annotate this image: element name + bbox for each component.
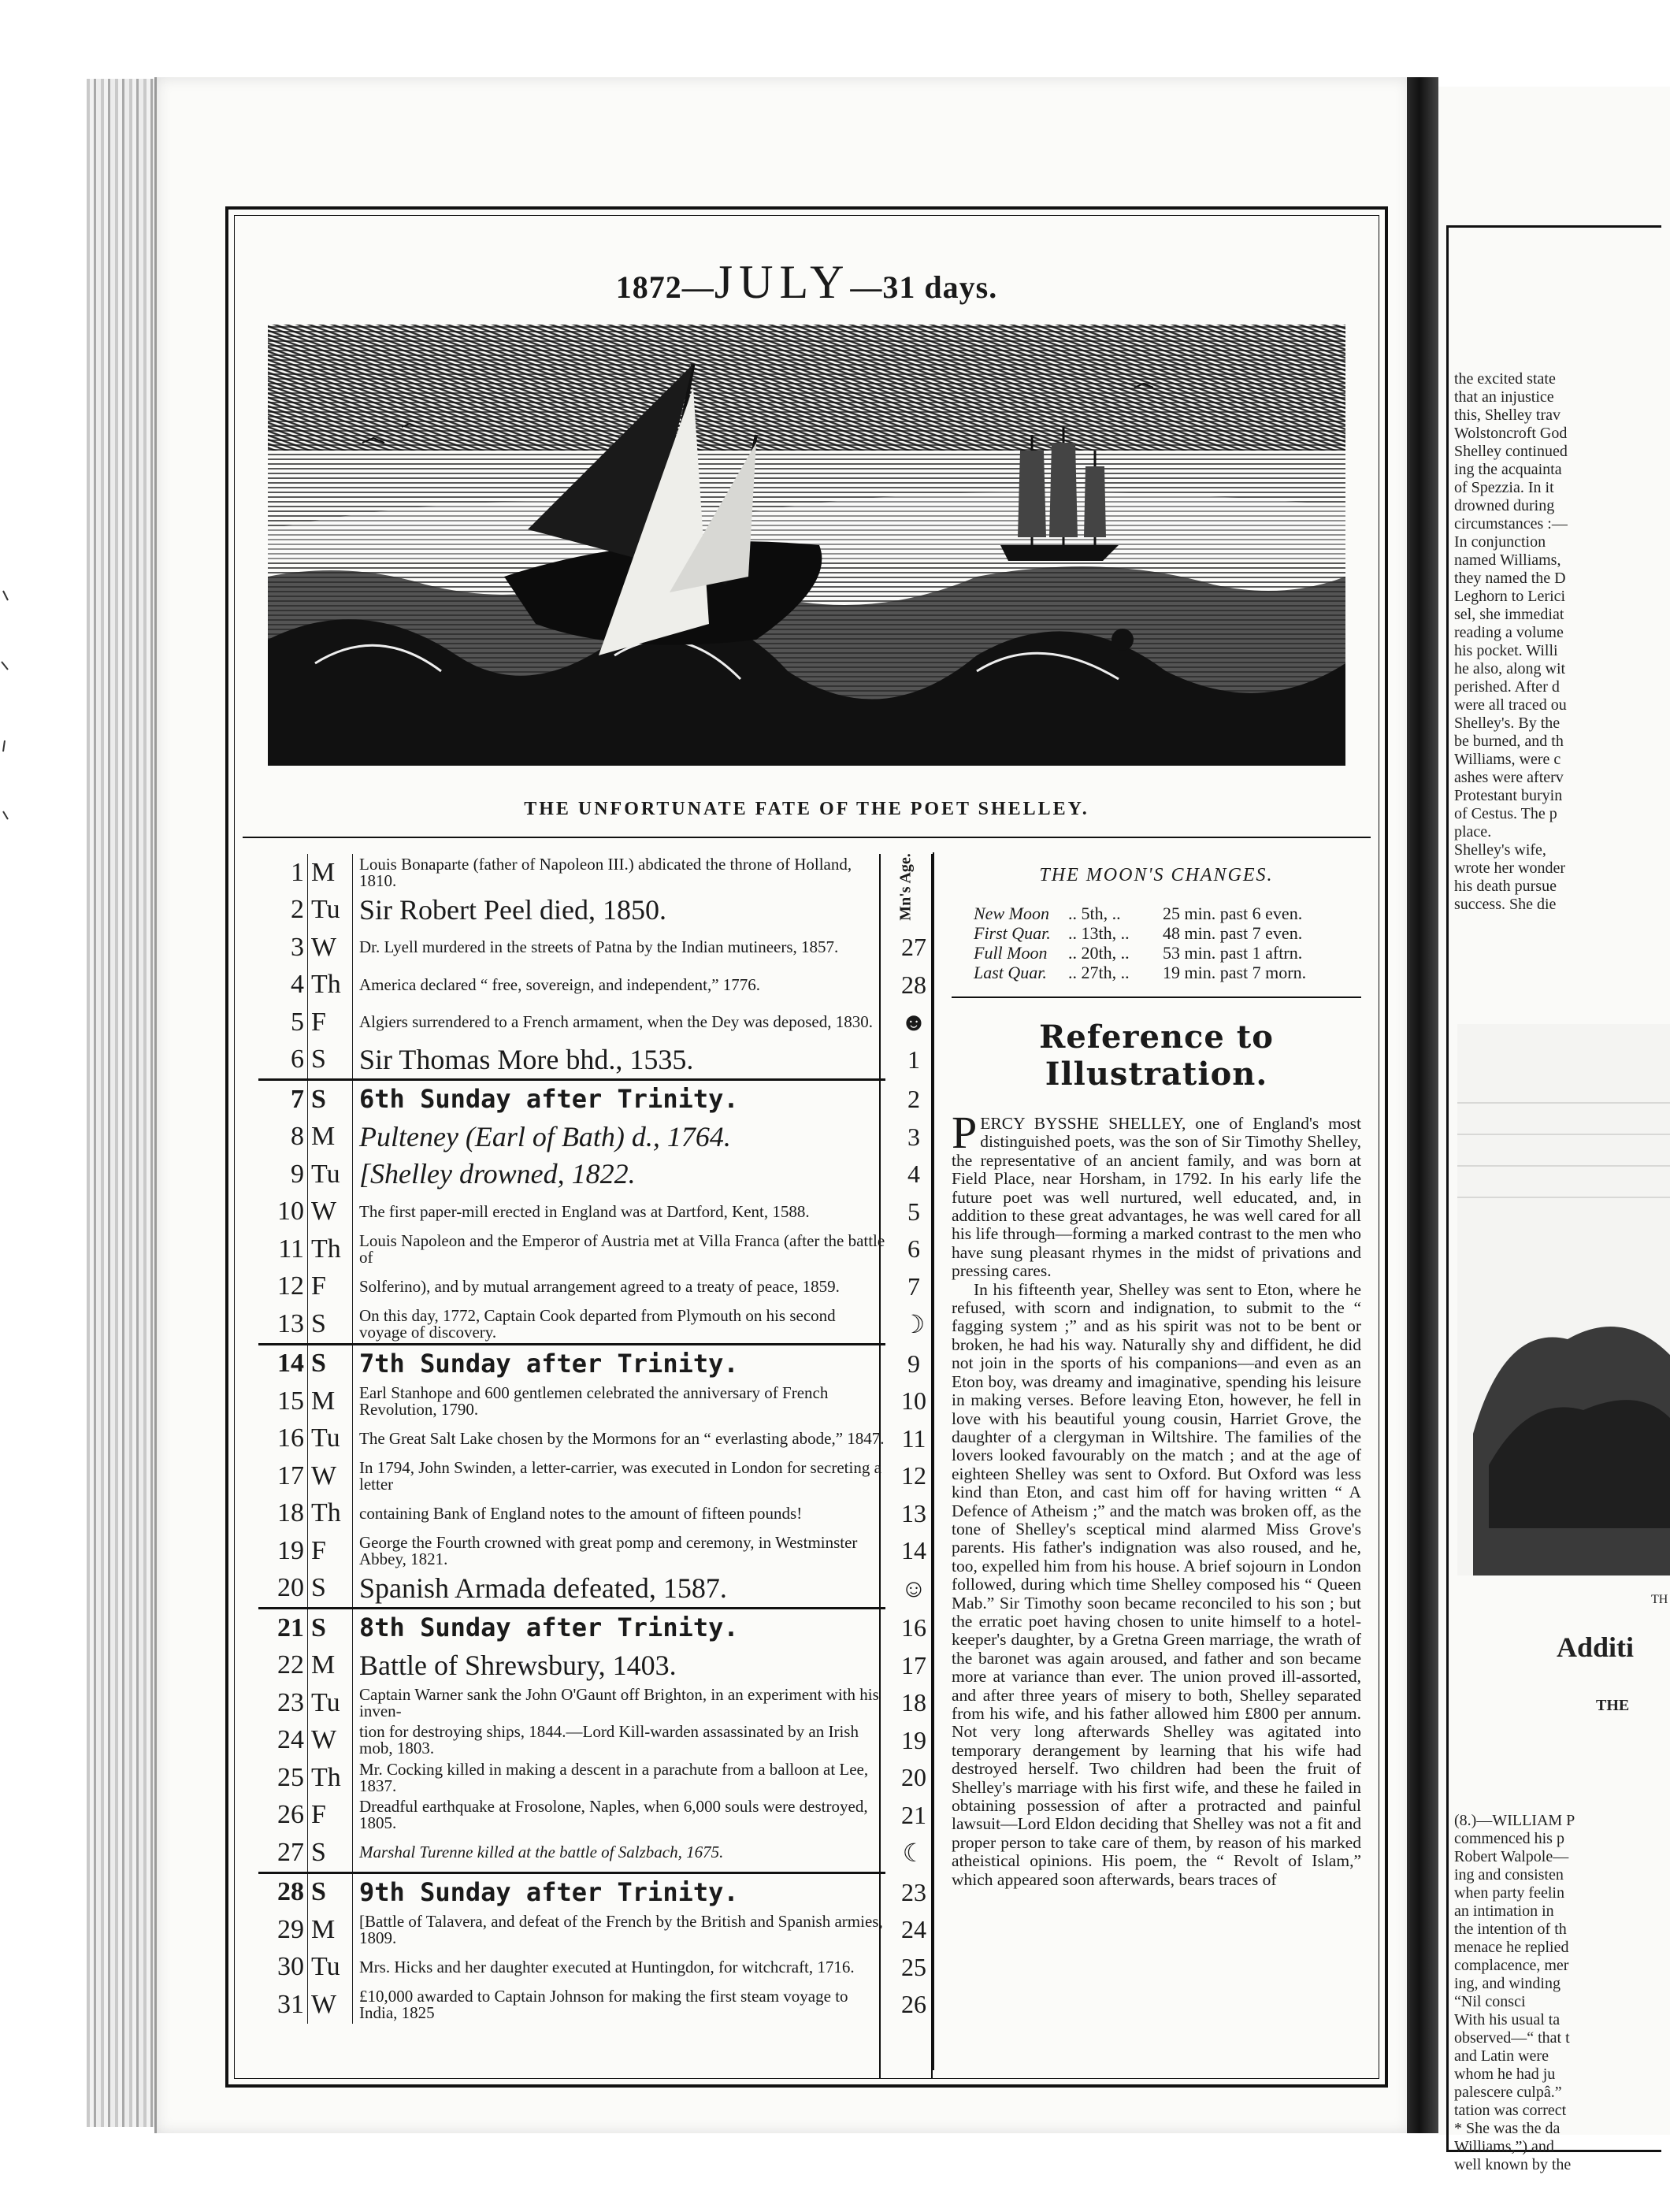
moon-phase-date: .. 27th, .. [1068,963,1130,982]
day-of-week: W [307,1986,352,2024]
day-of-week: S [307,1305,352,1343]
day-of-week: Th [307,967,352,1004]
day-number: 24 [277,1725,304,1755]
moon-age: 3 [907,1122,920,1151]
day-of-week: S [307,1345,352,1383]
day-of-week: S [307,1874,352,1912]
day-number: 19 [277,1535,304,1565]
day-event: Solferino), and by mutual arrangement agreed to a treaty of peace, 1859. [352,1268,885,1306]
day-of-week: M [307,1911,352,1949]
moon-age: 2 [907,1085,920,1114]
paragraph-1-text: ERCY BYSSHE SHELLEY, one of England's most distinguished poets, was the son of Sir Timothy Shelley, the representative of an ancient family, and was born at Field Place, near Horsham, in 1792. In his early life the future poet was well nurtured, well educated, and, in addition to these great advantages, he was well cared for all his life through—forming a marked contrast to the men who have sung pleasant rhymes in the midst of privations and pressing cares. [952,1114,1361,1281]
day-of-week: Tu [307,1156,352,1193]
day-event: 7th Sunday after Trinity. [352,1345,885,1383]
right-page-line: his pocket. Willi [1454,642,1558,659]
day-number: 23 [277,1687,304,1717]
calendar-row [258,1119,920,1156]
day-event: Sir Thomas More bhd., 1535. [352,1041,885,1079]
moon-changes-title: THE MOON'S CHANGES. [1039,865,1274,885]
day-of-week: W [307,1193,352,1231]
day-event: Spanish Armada defeated, 1587. [352,1570,885,1608]
day-number: 27 [277,1837,304,1867]
calendar-row [258,1382,926,1420]
right-page-line: tation was correct [1454,2102,1567,2119]
moon-age: ☺ [900,1573,927,1602]
reference-title: Reference to Illustration. [1039,1019,1274,1093]
moon-age: 19 [901,1725,926,1754]
day-of-week: S [307,1081,352,1119]
day-event: [Shelley drowned, 1822. [352,1156,885,1193]
moon-age: 13 [901,1498,926,1527]
day-of-week: S [307,1041,352,1079]
moon-phase-date: .. 5th, .. [1068,904,1121,923]
right-page-line: circumstances :— [1454,515,1568,533]
calendar-row [258,1647,926,1685]
day-event: Earl Stanhope and 600 gentlemen celebrated the anniversary of French Revolution, 1790. [352,1382,885,1420]
right-page-line: observed—“ that t [1454,2029,1570,2047]
moon-age-header [879,854,933,920]
right-page-line: * She was the da [1454,2120,1561,2137]
moon-age: 27 [901,933,926,962]
right-page-line: perished. After d [1454,678,1560,696]
right-page-line: sel, she immediat [1454,606,1564,623]
day-number: 18 [277,1498,304,1528]
moon-age: 7 [907,1271,920,1301]
day-event: On this day, 1772, Captain Cook departed from Plymouth on his second voyage of discovery. [352,1305,885,1343]
right-page-line: ashes were afterv [1454,769,1564,786]
day-event: Louis Napoleon and the Emperor of Austria met at Villa Franca (after the battle of [352,1230,885,1268]
day-number: 13 [277,1308,304,1338]
calendar-row [258,1986,926,2024]
right-page-line: success. She die [1454,896,1557,913]
day-number: 2 [291,895,304,925]
right-column [952,854,1361,1889]
moon-age: 12 [901,1461,926,1490]
calendar-row [258,1607,926,1647]
day-event: 6th Sunday after Trinity. [352,1081,885,1119]
day-number: 4 [291,970,304,1000]
right-page-line: Shelley's. By the [1454,714,1561,732]
moon-phase-time: 48 min. past 7 even. [1163,923,1303,943]
moon-phase-name: New Moon [974,904,1049,923]
day-number: 22 [277,1650,304,1680]
moon-phase-name: First Quar. [974,923,1051,943]
moon-phase-name: Full Moon [974,943,1048,963]
right-page-line: named Williams, [1454,551,1561,569]
day-event: Battle of Shrewsbury, 1403. [352,1647,885,1685]
day-number: 3 [291,932,304,962]
right-page-line: Williams,”) and [1454,2138,1554,2155]
calendar-row [258,854,885,892]
day-number: 21 [277,1613,304,1642]
day-number: 5 [291,1007,304,1037]
right-page-line: Robert Walpole— [1454,1848,1569,1865]
moon-phase-time: 19 min. past 7 morn. [1163,963,1307,982]
day-event: Marshal Turenne killed at the battle of Salzbach, 1675. [352,1834,885,1872]
moon-age: 25 [901,1952,926,1981]
moon-age: ☻ [900,1008,927,1037]
book-page-edges [87,79,158,2127]
right-page-tree-illustration [1457,1024,1670,1575]
moon-age: ☾ [902,1838,926,1867]
calendar-row [258,1041,920,1079]
right-page-line: well known by the [1454,2156,1572,2173]
left-margin-marks [0,551,16,1260]
right-page-line: Protestant buryin [1454,787,1563,804]
shipwreck-engraving [268,325,1345,766]
day-of-week: F [307,1004,352,1041]
day-event: 9th Sunday after Trinity. [352,1874,885,1912]
day-of-week: Th [307,1759,352,1797]
right-page-line: complacence, mer [1454,1957,1569,1974]
right-page-line: Wolstoncroft God [1454,425,1568,442]
right-page-line: the intention of th [1454,1921,1567,1938]
right-page [1438,87,1670,2173]
right-page-line: menace he replied [1454,1939,1569,1956]
moon-age: 21 [901,1800,926,1829]
calendar-row [258,1532,926,1570]
title-days: 31 days. [882,269,998,305]
day-event: Dreadful earthquake at Frosolone, Naples, when 6,000 souls were destroyed, 1805. [352,1797,885,1835]
moon-phases-table [974,904,1361,982]
day-of-week: M [307,1647,352,1685]
calendar-row [258,967,926,1004]
right-page-line: they named the D [1454,570,1566,587]
calendar-row [258,1834,926,1872]
day-number: 9 [291,1159,304,1189]
right-page-heading-fragment: Additi [1557,1631,1635,1663]
day-of-week: W [307,1457,352,1495]
right-page-subheading-fragment: THE [1596,1697,1630,1714]
day-event: 8th Sunday after Trinity. [352,1609,885,1647]
moon-phase-row [974,943,1361,963]
moon-age: 10 [901,1386,926,1416]
day-of-week: S [307,1609,352,1647]
day-of-week: Tu [307,892,352,930]
right-page-line: the excited state [1454,370,1556,388]
day-of-week: F [307,1797,352,1835]
day-number: 14 [277,1349,304,1379]
day-number: 29 [277,1914,304,1944]
title-year: 1872 [615,269,682,305]
day-event: Algiers surrendered to a French armament, when the Dey was deposed, 1830. [352,1004,885,1041]
right-page-caption-fragment: TH [1651,1593,1668,1606]
day-number: 31 [277,1989,304,2019]
right-page-line: drowned during [1454,497,1555,514]
day-number: 12 [277,1271,304,1301]
right-page-line: be burned, and th [1454,733,1564,750]
day-event: [Battle of Talavera, and defeat of the French by the British and Spanish armies, 1809. [352,1911,885,1949]
calendar-row [258,929,926,967]
moon-phase-date: .. 20th, .. [1068,943,1130,963]
calendar-row [258,1911,926,1949]
day-number: 10 [277,1197,304,1227]
day-number: 11 [278,1234,304,1264]
right-page-line: Leghorn to Lerici [1454,588,1566,605]
calendar-row [258,1004,927,1041]
calendar-row [258,1759,926,1797]
day-number: 20 [277,1573,304,1603]
day-of-week: W [307,1722,352,1760]
day-number: 8 [291,1122,304,1152]
day-event: In 1794, John Swinden, a letter-carrier, was executed in London for secreting a letter [352,1457,885,1495]
moon-age: 26 [901,1990,926,2019]
day-number: 26 [277,1800,304,1830]
day-of-week: Tu [307,1949,352,1987]
day-number: 17 [277,1460,304,1490]
right-page-line: Williams, were c [1454,751,1561,768]
day-of-week: F [307,1532,352,1570]
day-number: 1 [291,857,304,887]
day-event: Captain Warner sank the John O'Gaunt off Brighton, in an experiment with his inven- [352,1684,885,1722]
moon-age: 17 [901,1650,926,1679]
day-event: George the Fourth crowned with great pomp and ceremony, in Westminster Abbey, 1821. [352,1532,885,1570]
right-page-line: Shelley's wife, [1454,841,1546,859]
right-page-line: “Nil consci [1454,1993,1526,2010]
moon-age: 18 [901,1688,926,1717]
right-page-line: In conjunction [1454,533,1546,551]
day-number: 25 [277,1762,304,1792]
day-event: Dr. Lyell murdered in the streets of Patna by the Indian mutineers, 1857. [352,929,885,967]
right-page-line: ing, and winding [1454,1975,1561,1992]
day-of-week: M [307,1119,352,1156]
right-page-line: With his usual ta [1454,2011,1561,2028]
day-event: containing Bank of England notes to the amount of fifteen pounds! [352,1495,885,1533]
right-page-line: of Cestus. The p [1454,805,1557,822]
right-page-line: place. [1454,823,1492,841]
page-title: 1872—JULY—31 days. [615,256,998,308]
moon-age: 14 [901,1536,926,1565]
right-page-line: an intimation in [1454,1902,1554,1920]
right-page-line: and Latin were [1454,2047,1549,2065]
calendar-page-frame [225,206,1388,2088]
right-page-line: Shelley continued [1454,443,1568,460]
day-event: The first paper-mill erected in England was at Dartford, Kent, 1588. [352,1193,885,1231]
moon-age: 24 [901,1915,926,1944]
drop-cap: P [952,1107,978,1158]
day-of-week: M [307,1382,352,1420]
day-event: Mr. Cocking killed in making a descent in a parachute from a balloon at Lee, 1837. [352,1759,885,1797]
column-divider [933,852,934,2070]
moon-phase-row [974,963,1361,982]
section-divider [243,837,1371,838]
day-event: Mrs. Hicks and her daughter executed at Huntingdon, for witchcraft, 1716. [352,1949,885,1987]
right-page-line: this, Shelley trav [1454,406,1561,424]
calendar-row [258,1193,920,1231]
calendar-row [258,1343,920,1383]
day-of-week: W [307,929,352,967]
calendar-row [258,1230,920,1268]
right-page-line: of Spezzia. In it [1454,479,1554,496]
right-page-line: ing the acquainta [1454,461,1562,478]
calendar-row [258,892,885,930]
calendar-row [258,1156,920,1193]
calendar-row [258,1078,920,1119]
right-page-line: palescere culpâ.” [1454,2084,1562,2101]
moon-phase-time: 25 min. past 6 even. [1163,904,1303,923]
right-page-line: his death pursue [1454,878,1557,895]
moon-phase-row [974,904,1361,923]
day-event: £10,000 awarded to Captain Johnson for making the first steam voyage to India, 1825 [352,1986,885,2024]
calendar-row [258,1797,926,1835]
article-paragraph-1 [952,1107,1361,1281]
right-page-line: he also, along wit [1454,660,1566,677]
day-of-week: Th [307,1230,352,1268]
day-number: 6 [291,1045,304,1074]
calendar-row [258,1684,926,1722]
moon-rule [952,997,1361,998]
right-page-line: whom he had ju [1454,2065,1556,2083]
moon-age: 1 [907,1045,920,1074]
title-month: JULY [714,256,851,308]
day-event: Sir Robert Peel died, 1850. [352,892,885,930]
calendar-row [258,1570,927,1608]
illustration-caption: THE UNFORTUNATE FATE OF THE POET SHELLEY. [524,799,1089,819]
day-of-week: Tu [307,1684,352,1722]
book-gutter [1407,77,1438,2133]
moon-age: 9 [907,1349,920,1378]
reference-article [952,1107,1361,1889]
moon-age-header-label: Mn's Age. [896,853,915,921]
calendar-row [258,1872,926,1912]
calendar-row [258,1949,926,1987]
day-of-week: Th [307,1495,352,1533]
day-event: America declared “ free, sovereign, and independent,” 1776. [352,967,885,1004]
calendar-row [258,1495,926,1533]
moon-age: 5 [907,1197,920,1226]
calendar-row [258,1722,926,1760]
day-event: Pulteney (Earl of Bath) d., 1764. [352,1119,885,1156]
right-page-line: were all traced ou [1454,696,1567,714]
day-of-week: F [307,1268,352,1306]
moon-age: 11 [901,1423,926,1453]
day-of-week: M [307,854,352,892]
day-event: The Great Salt Lake chosen by the Mormons for an “ everlasting abode,” 1847. [352,1420,885,1458]
day-of-week: S [307,1834,352,1872]
moon-age: 20 [901,1763,926,1792]
day-of-week: Tu [307,1420,352,1458]
right-page-line: ing and consisten [1454,1866,1564,1884]
day-of-week: S [307,1570,352,1608]
calendar-row [258,1268,920,1306]
right-page-line: reading a volume [1454,624,1564,641]
day-event: Louis Bonaparte (father of Napoleon III.) abdicated the throne of Holland, 1810. [352,854,885,892]
moon-phase-time: 53 min. past 1 aftrn. [1163,943,1303,963]
moon-phase-name: Last Quar. [974,963,1047,982]
right-page-line: that an injustice [1454,388,1554,406]
moon-age: 6 [907,1234,920,1264]
calendar-row [258,1457,926,1495]
day-number: 15 [277,1386,304,1416]
day-number: 28 [277,1877,304,1907]
article-paragraph-2: In his fifteenth year, Shelley was sent to Eton, where he refused, with scorn and indignation, to submit to the “ fagging system ;” and as his spirit was not to be bent or broken, he had his way. Naturally shy and diffident, he did not join in the sports of his companions—and even as an Eton boy, was dreamy and imaginative, spending his leisure in making verses. Before leaving Eton, however, he fell in love with his beautiful young cousin, Harriet Grove, the daughter of a clergyman in Wiltshire. The families of the lovers looked favourably on the match ; and at the age of eighteen Shelley was sent to Oxford. But Oxford was less kind than Eton, and cast him off for having written “ A Defence of Atheism ;” and the match was broken off, as the tone of Shelley's sceptical mind alarmed Miss Grove's parents. His father's indignation was also roused, and he, too, expelled him from his house. A brief sojourn in London followed, during which time Shelley composed his “ Queen Mab.” Sir Timothy soon became reconciled to his son ; but the erratic poet having chosen to unite himself to a hotel-keeper's daughter, by a Gretna Green marriage, the wrath of the baronet was again aroused, and father and son became more at variance than ever. The union proved ill-assorted, and after three years of misery to both, Shelley separated from his wife, and his father allowed him £800 per annum. Not very long afterwards Shelley was agitated into temporary derangement by learning that his wife had destroyed herself. Two children had been the fruit of Shelley's marriage with his first wife, and these he failed in obtaining possession of after a protracted and painful lawsuit—Lord Eldon deciding that Shelley was not a fit and proper person to take care of them, by reason of his marked atheistical opinions. His poem, the “ Revolt of Islam,” which appeared soon afterwards, bears traces of [952,1279,1361,1889]
right-page-line: wrote her wonder [1454,859,1566,877]
swimmer [1111,629,1134,651]
right-page-line: commenced his p [1454,1830,1564,1847]
moon-age: ☽ [902,1309,926,1338]
moon-phase-row [974,923,1361,943]
right-page-line: (8.)—WILLIAM P [1454,1812,1575,1829]
day-event: tion for destroying ships, 1844.—Lord Kill-warden assassinated by an Irish mob, 1803. [352,1722,885,1760]
calendar-row [258,1305,926,1343]
moon-age: 4 [907,1160,920,1189]
calendar-row [258,1420,926,1458]
moon-age: 16 [901,1613,926,1642]
day-number: 30 [277,1952,304,1982]
moon-age: 28 [901,970,926,999]
moon-phase-date: .. 13th, .. [1068,923,1130,943]
day-number: 16 [277,1423,304,1453]
moon-age: 23 [901,1877,926,1906]
day-number: 7 [291,1084,304,1114]
right-page-line: when party feelin [1454,1884,1564,1902]
